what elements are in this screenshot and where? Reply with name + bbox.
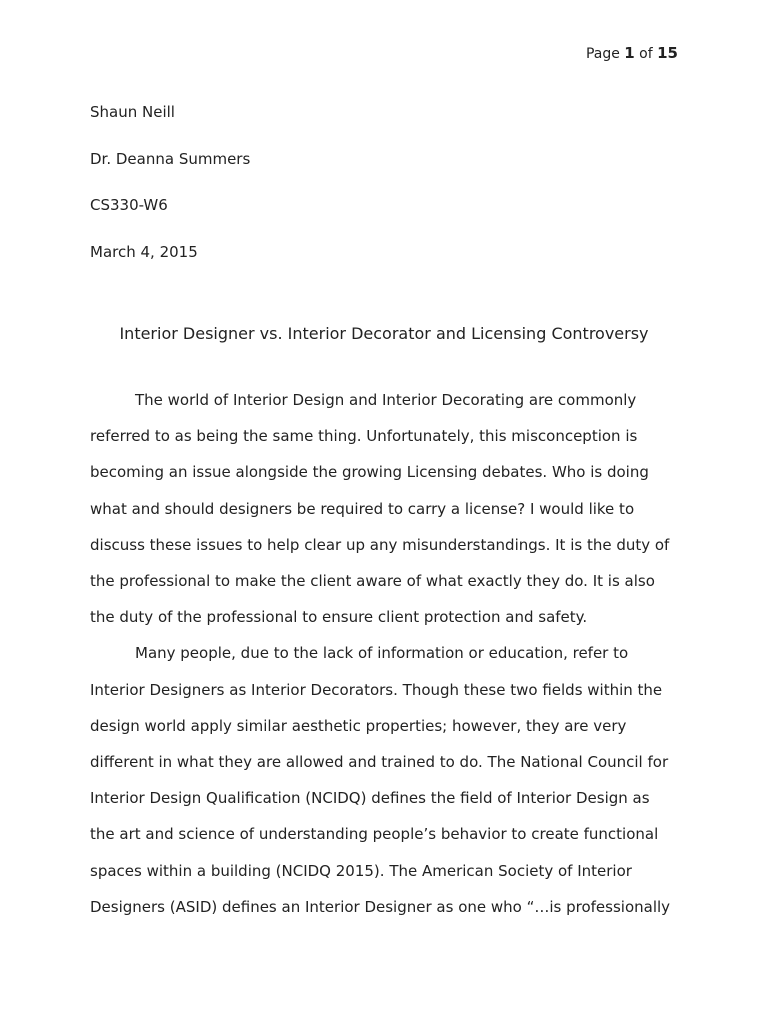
- page-number-header: [586, 44, 678, 62]
- author-name: Shaun Neill: [90, 103, 175, 121]
- page-of: of: [634, 46, 658, 62]
- paragraph-line: what and should designers be required to carry a license? I would like to: [90, 499, 635, 518]
- paragraph-line: referred to as being the same thing. Unfortunately, this misconception is: [90, 427, 638, 446]
- page-current: 1: [624, 44, 635, 62]
- paragraph-line: spaces within a building (NCIDQ 2015). The American Society of Interior: [90, 861, 632, 880]
- paragraph: [90, 635, 680, 925]
- paragraph-line: design world apply similar aesthetic properties; however, they are very: [90, 716, 627, 735]
- paragraph-line: discuss these issues to help clear up any misunderstandings. It is the duty of: [90, 535, 670, 554]
- course-code: CS330-W6: [90, 196, 168, 214]
- paragraph-line: Interior Design Qualification (NCIDQ) defines the field of Interior Design as: [90, 789, 650, 808]
- paragraph-line: different in what they are allowed and trained to do. The National Council for: [90, 753, 669, 772]
- paragraph-line: the art and science of understanding people’s behavior to create functional: [90, 825, 659, 844]
- document-title: Interior Designer vs. Interior Decorator and Licensing Controversy: [119, 324, 649, 343]
- paragraph-line: the duty of the professional to ensure client protection and safety.: [90, 608, 588, 627]
- page-total: 15: [657, 44, 678, 62]
- paragraph-line: Many people, due to the lack of information or education, refer to: [135, 644, 629, 663]
- paragraph-line: the professional to make the client aware of what exactly they do. It is also: [90, 572, 655, 591]
- document-body: [90, 382, 680, 925]
- paragraph-line: The world of Interior Design and Interior Decorating are commonly: [135, 391, 637, 409]
- document-date: March 4, 2015: [90, 242, 198, 261]
- instructor-name: Dr. Deanna Summers: [90, 149, 251, 168]
- page-prefix: Page: [585, 46, 625, 62]
- document-heading-block: [90, 89, 250, 275]
- paragraph-line: becoming an issue alongside the growing Licensing debates. Who is doing: [90, 463, 649, 482]
- paragraph-line: Designers (ASID) defines an Interior Designer as one who “…is professionally: [90, 897, 671, 916]
- paragraph-line: Interior Designers as Interior Decorators. Though these two fields within the: [90, 680, 663, 699]
- paragraph: [90, 382, 680, 635]
